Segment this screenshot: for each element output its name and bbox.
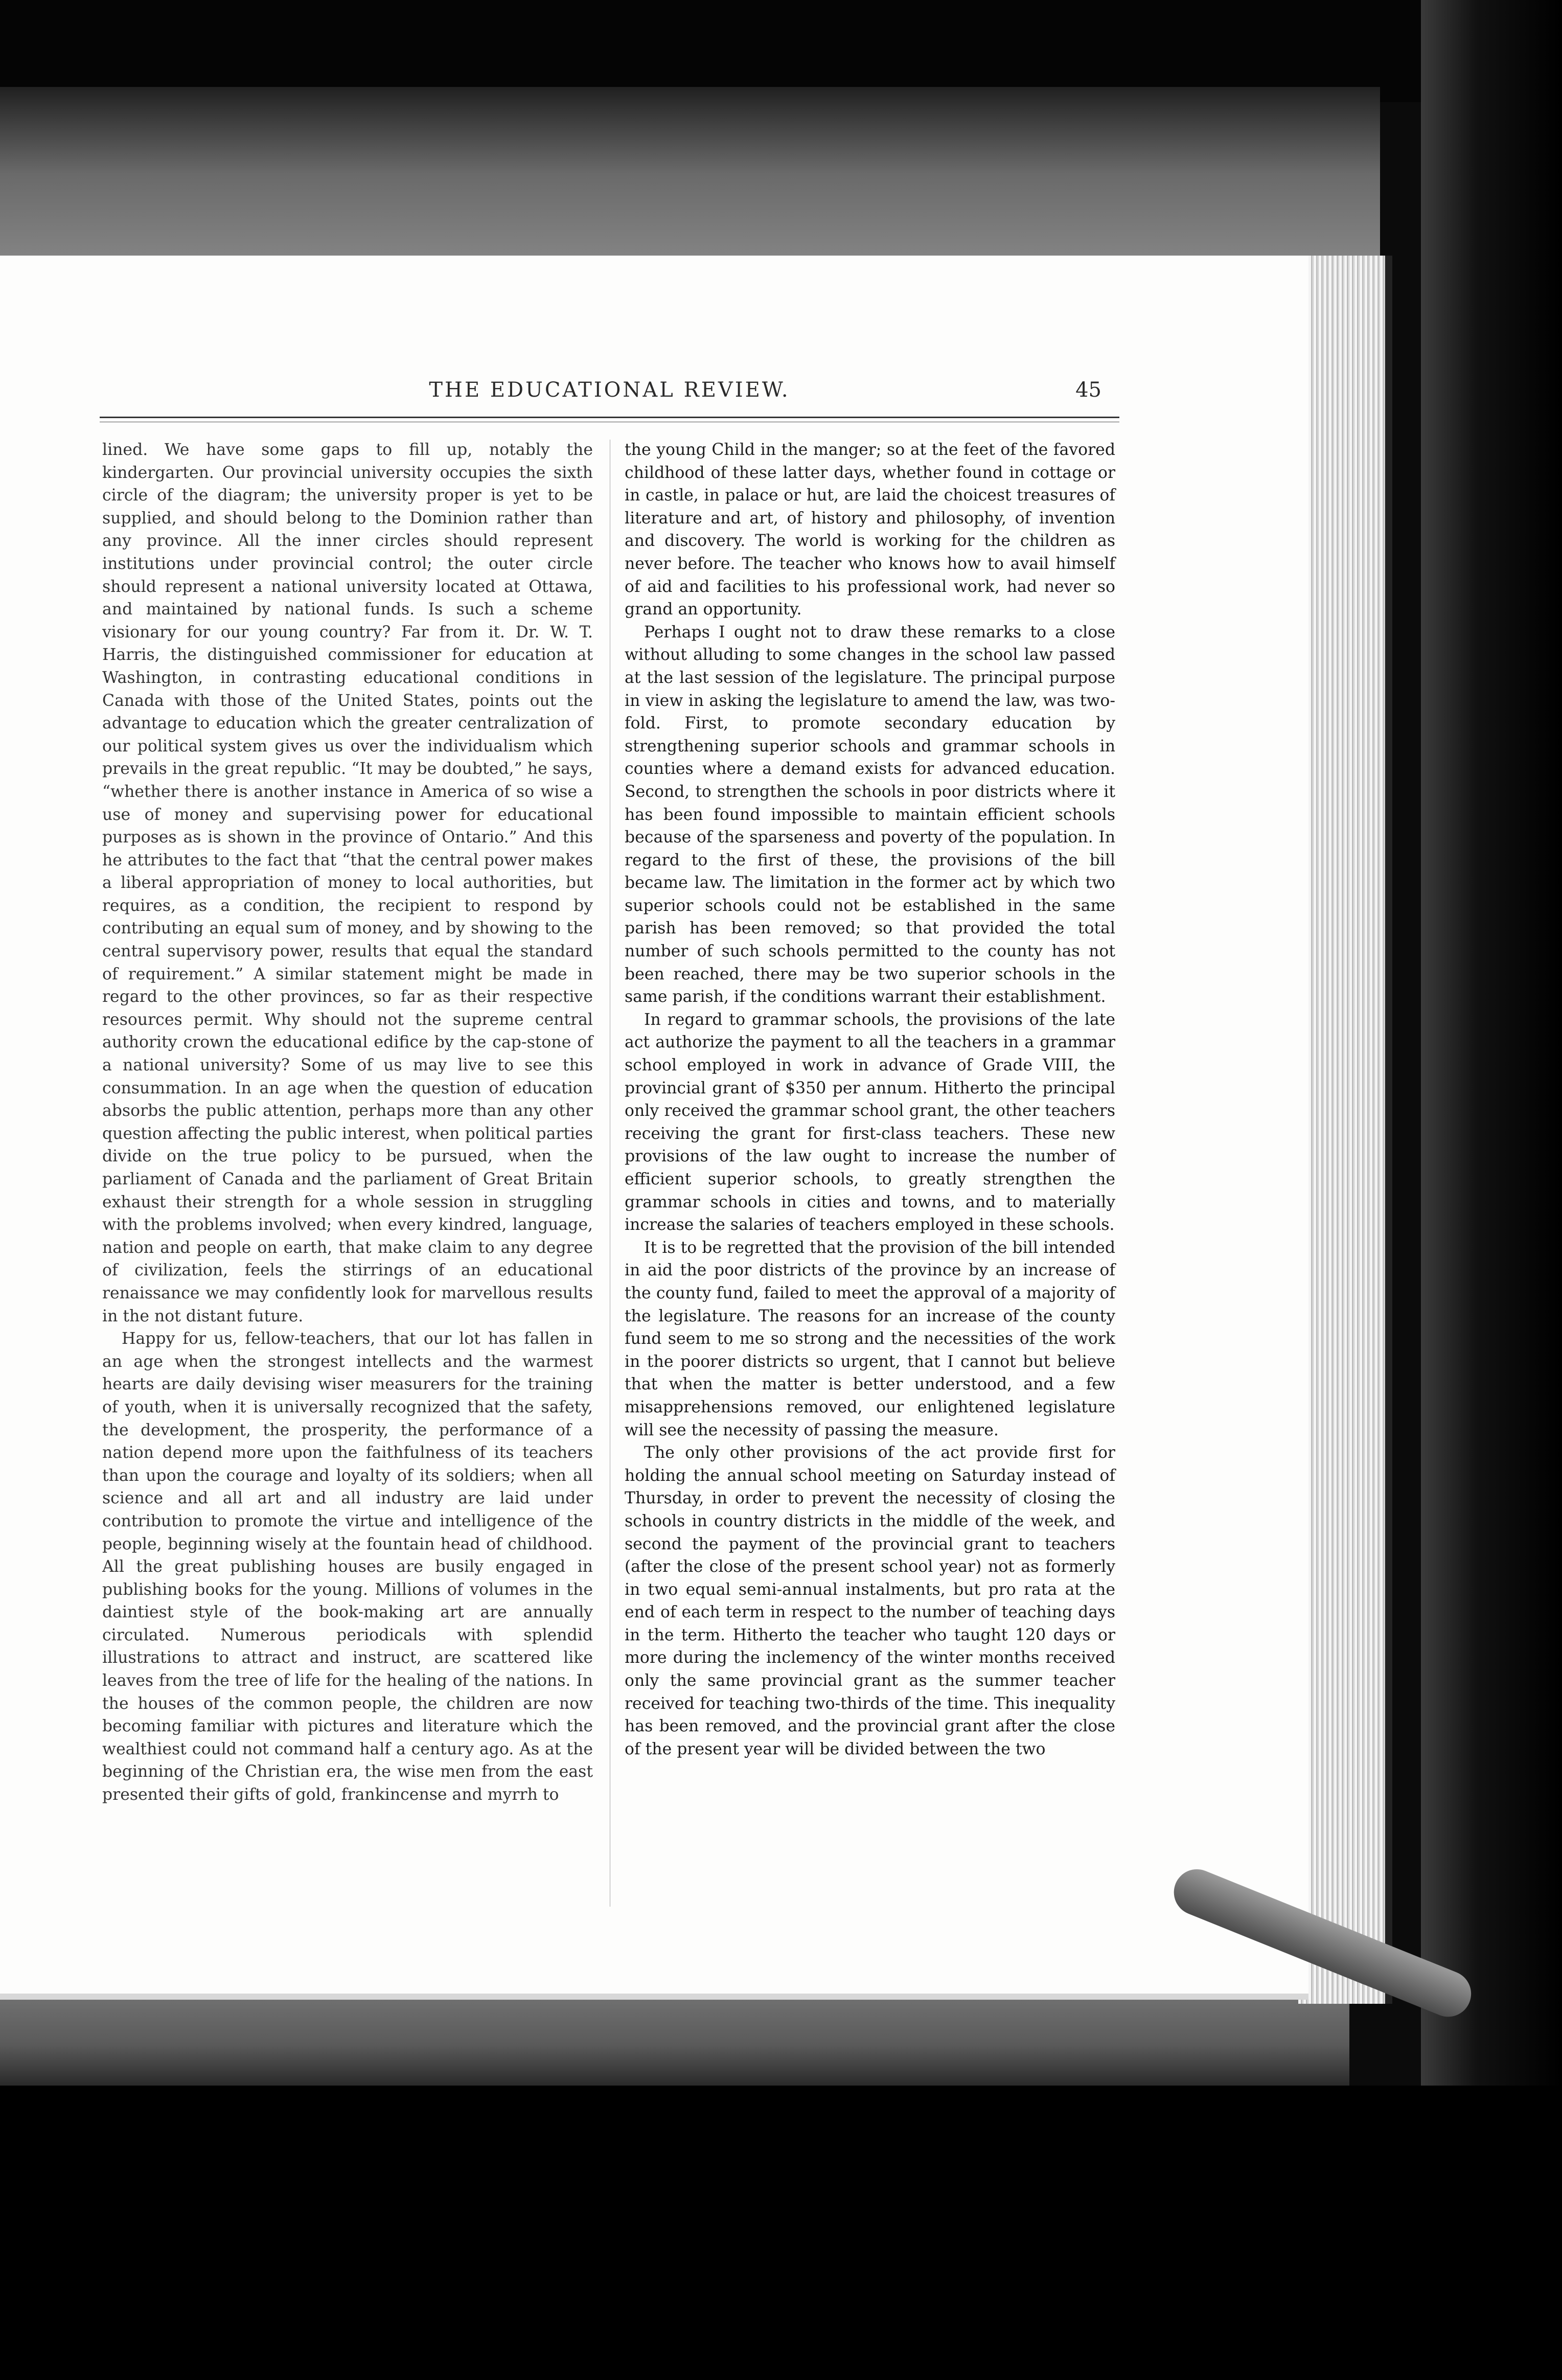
book-page — [0, 256, 1308, 2000]
paragraph: It is to be regretted that the provision of the bill intended in aid the poor districts of the province by an increase of the county fund, failed to meet the approval of a majority of the legislature. The reasons for an increase of the county fund seem to me so strong and the necessities of the work in the poorer districts so urgent, that I cannot but believe that when the matter is better understood, and a few misapprehensions removed, our enlightened legislature will see the necessity of passing the measure. — [625, 1238, 1115, 1439]
paragraph: The only other provisions of the act provide first for holding the annual school meeting on Saturday instead of Thursday, in order to prevent the necessity of closing the schools in country districts in the middle of the week, and second the payment of the provincial grant to teachers (after the close of the present school year) not as formerly in two equal semi-annual instalments, but pro rata at the end of each term in respect to the number of teaching days in the term. Hitherto the teacher who taught 120 days or more during the inclemency of the winter months received only the same provincial grant as the summer teacher received for teaching two-thirds of the time. This inequality has been removed, and the provincial grant after the close of the present year will be divided between the two — [625, 1444, 1115, 1758]
journal-title: THE EDUCATIONAL REVIEW. — [429, 378, 790, 402]
page-number: 45 — [1075, 378, 1101, 402]
dark-background-right — [1421, 0, 1562, 2380]
header-rule — [100, 417, 1119, 418]
right-column — [625, 439, 1115, 1760]
paragraph: lined. We have some gaps to fill up, notably the kindergarten. Our provincial university occupies the sixth circle of the diagram; the university proper is yet to be supplied, and should belong to the Dominion rather than any province. All the inner circles should represent institutions under provincial control; the outer circle should represent a national university located at Ottawa, and maintained by national funds. Is such a scheme visionary for our young country? Far from it. Dr. W. T. Harris, the distinguished commissioner for education at Washington, in contrasting educational conditions in Canada with those of the United States, points out the advantage to education which the greater centralization of our political system gives us over the individualism which prevails in the great republic. “It may be doubted,” he says, “whether there is another instance in America of so wise a use of money and supervising power for educational purposes as is shown in the province of Ontario.” And this he attributes to the fact that “that the central power makes a liberal appropriation of money to local authorities, but requires, as a condition, the recipient to respond by contributing an equal sum of money, and by showing to the central supervisory power, results that equal the standard of requirement.” A similar statement might be made in regard to the other provinces, so far as their respective resources permit. Why should not the supreme central authority crown the educational edifice by the cap-stone of a national university? Some of us may live to see this consummation. In an age when the question of education absorbs the public attention, perhaps more than any other question affecting the public interest, when political parties divide on the true policy to be pursued, when the parliament of Canada and the parliament of Great Britain exhaust their strength for a whole session in struggling with the problems involved; when every kindred, language, nation and people on earth, that make claim to any degree of civilization, feels the stirrings of an educational renaissance we may confidently look for marvellous results in the not distant future. — [102, 441, 593, 1325]
paragraph: In regard to grammar schools, the provisions of the late act authorize the payment to all the teachers in a grammar school employed in work in advance of Grade VIII, the provincial grant of $350 per annum. Hitherto the principal only received the grammar school grant, the other teachers receiving the grant for first-class teachers. These new provisions of the law ought to increase the number of efficient superior schools, to greatly strengthen the grammar schools in cities and towns, and to materially increase the salaries of teachers employed in these schools. — [625, 1010, 1115, 1234]
left-column — [102, 439, 593, 1806]
paragraph: Happy for us, fellow-teachers, that our lot has fallen in an age when the strongest intellects and the warmest hearts are daily devising wiser measurers for the training of youth, when it is universally recognized that the safety, the development, the prosperity, the performance of a nation depend more upon the faithfulness of its teachers than upon the courage and loyalty of its soldiers; when all science and all art and all industry are laid under contribution to promote the virtue and intelligence of the people, beginning wisely at the fountain head of childhood. All the great publishing houses are busily engaged in publishing books for the young. Millions of volumes in the daintiest style of the book-making art are annually circulated. Numerous periodicals with splendid illustrations to attract and instruct, are scattered like leaves from the tree of life for the healing of the nations. In the houses of the common people, the children are now becoming familiar with pictures and literature which the wealthiest could not command half a century ago. As at the beginning of the Christian era, the wise men from the east presented their gifts of gold, frankincense and myrrh to — [102, 1330, 593, 1804]
paragraph: the young Child in the manger; so at the feet of the favored childhood of these latter days, whether found in cottage or in castle, in palace or hut, are laid the choicest treasures of literature and art, of history and philosophy, of invention and discovery. The world is working for the children as never before. The teacher who knows how to avail himself of aid and facilities to his professional work, had never so grand an opportunity. — [625, 441, 1115, 619]
dark-background-bottom — [0, 2086, 1562, 2380]
paragraph: Perhaps I ought not to draw these remarks to a close without alluding to some changes in the school law passed at the last session of the legislature. The principal purpose in view in asking the legislature to amend the law, was two-fold. First, to promote secondary education by strengthening superior schools and grammar schools in counties where a demand exists for advanced education. Second, to strengthen the schools in poor districts where it has been found impossible to maintain efficient schools because of the sparseness and poverty of the population. In regard to the first of these, the provisions of the bill became law. The limitation in the former act by which two superior schools could not be established in the same parish has been removed; so that provided the total number of such schools permitted to the county has not been reached, there may be two superior schools in the same parish, if the conditions warrant their establishment. — [625, 623, 1115, 1006]
book-page-edges — [1298, 256, 1392, 2004]
grey-background-band — [0, 87, 1380, 281]
running-head — [100, 378, 1119, 409]
